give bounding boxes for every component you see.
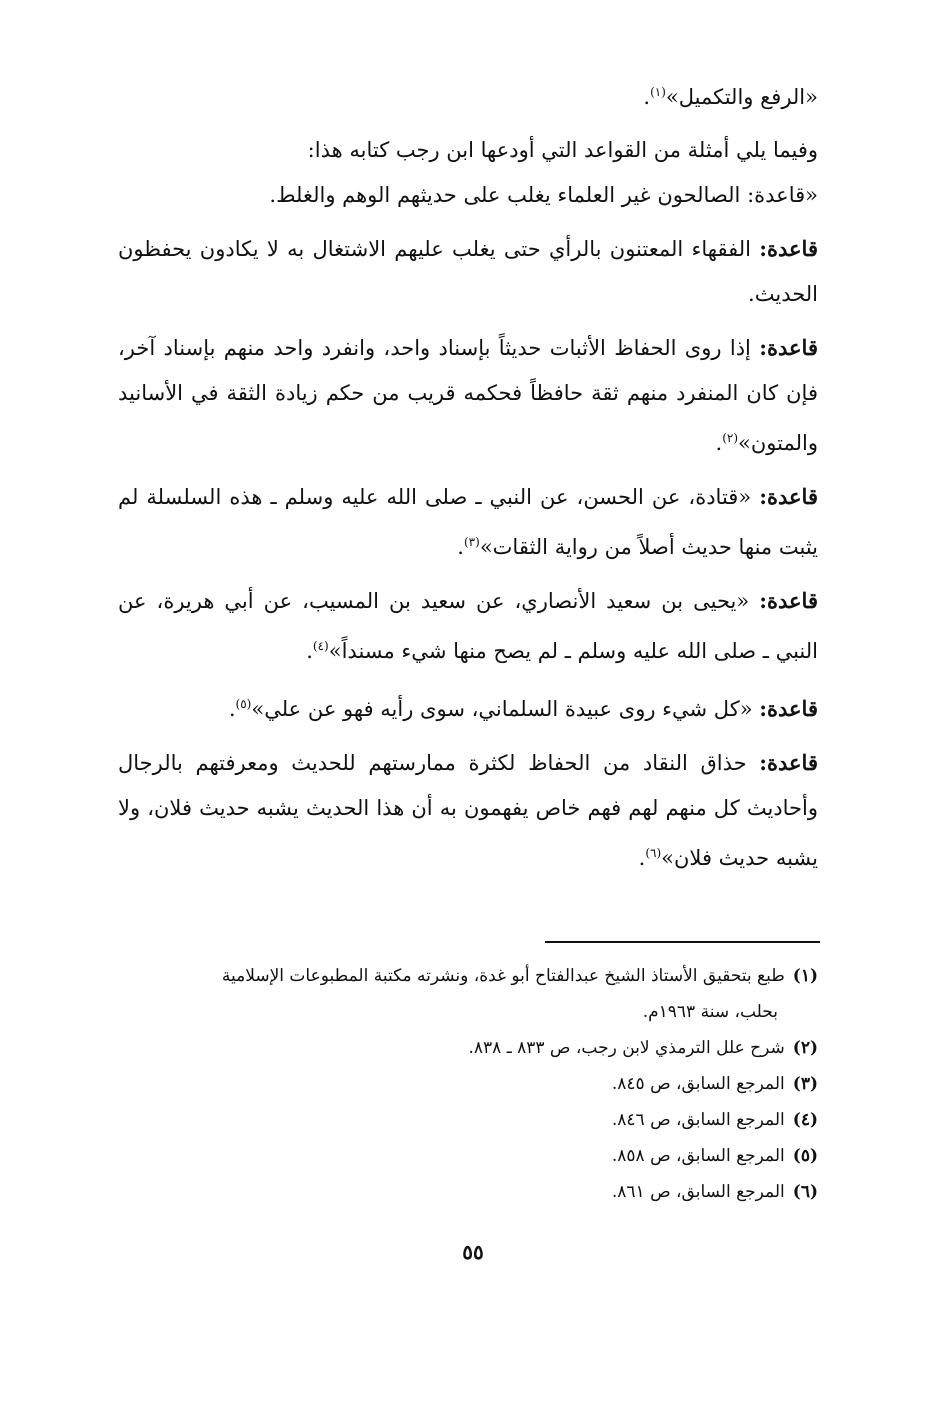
footnote-ref: (٣) <box>463 535 480 549</box>
rule-paragraph: قاعدة: «يحيى بن سعيد الأنصاري، عن سعيد بن المسيب، عن أبي هريرة، عن النبي ـ صلى الله عليه وسلم ـ لم يصح منها شيء مسنداً»$^{(٤)}$. <box>118 588 818 663</box>
footnote-ref: (٤) <box>312 639 329 653</box>
footnote-number: (٥) <box>792 1146 818 1166</box>
rule-paragraph: قاعدة: «قتادة، عن الحسن، عن النبي ـ صلى الله عليه وسلم ـ هذه السلسلة لم يثبت منها حديث أصلاً من رواية الثقات»$^{(٣)}$. <box>118 484 818 559</box>
main-text <box>118 70 818 881</box>
page-number: ٥٥ <box>462 1240 484 1264</box>
rule-paragraph <box>118 226 818 317</box>
footnote-number: (٤) <box>792 1110 818 1130</box>
footnote-continuation: بحلب، سنة ١٩٦٣م. <box>642 1002 778 1022</box>
rule-label: قاعدة: <box>759 484 818 509</box>
footnote-item <box>118 1066 818 1102</box>
rule-text: الفقهاء المعتنون بالرأي حتى يغلب عليهم الاشتغال به لا يكادون يحفظون الحديث. <box>118 237 818 306</box>
footnote-ref: (٢) <box>722 431 739 445</box>
rule-paragraph: قاعدة: حذاق النقاد من الحفاظ لكثرة ممارستهم للحديث ومعرفتهم بالرجال وأحاديث كل منهم لهم فهم خاص يفهمون به أن هذا الحديث يشبه حديث فلان، ولا يشبه حديث فلان»$^{(٦)}$. <box>118 750 818 870</box>
footnote-divider <box>545 941 820 943</box>
lead-line: وفيما يلي أمثلة من القواعد التي أودعها ابن رجب كتابه هذا: <box>307 138 818 162</box>
rule-label: قاعدة: <box>759 750 818 775</box>
intro-text: «الرفع والتكميل» <box>665 85 818 109</box>
footnote-text: المرجع السابق، ص ٨٥٨. <box>611 1146 785 1166</box>
footnote-number: (٦) <box>792 1182 818 1202</box>
rule-paragraph: قاعدة: إذا روى الحفاظ الأثبات حديثاً بإسناد واحد، وانفرد واحد منهم بإسناد آخر، فإن كان المنفرد منهم ثقة حافظاً فحكمه قريب من حكم زيادة الثقة في الأسانيد والمتون»$^{(٢)}$. <box>118 335 818 455</box>
rule-label: قاعدة: <box>759 696 818 721</box>
footnote-item <box>118 1174 818 1210</box>
footnote-ref: (٦) <box>645 846 662 860</box>
rule-paragraph <box>118 173 818 218</box>
footnotes <box>118 958 818 1210</box>
rule-paragraph: قاعدة: «كل شيء روى عبيدة السلماني، سوى رأيه فهو عن علي»$^{(٥)}$. <box>228 696 818 721</box>
footnote-item <box>118 1102 818 1138</box>
footnote-text: المرجع السابق، ص ٨٦١. <box>611 1182 785 1202</box>
rule-text: حذاق النقاد من الحفاظ لكثرة ممارستهم للحديث ومعرفتهم بالرجال وأحاديث كل منهم لهم فهم خاص يفهمون به أن هذا الحديث يشبه حديث فلان، ولا يشبه حديث فلان» <box>118 751 818 870</box>
footnote-item <box>118 958 818 1030</box>
footnote-ref: (٥) <box>235 697 252 711</box>
footnote-ref: (١) <box>650 85 666 99</box>
footnote-text: طبع بتحقيق الأستاذ الشيخ عبدالفتاح أبو غدة، ونشرته مكتبة المطبوعات الإسلامية <box>221 966 785 986</box>
footnote-text: المرجع السابق، ص ٨٤٥. <box>611 1074 785 1094</box>
rule-text: إذا روى الحفاظ الأثبات حديثاً بإسناد واحد، وانفرد واحد منهم بإسناد آخر، فإن كان المنفرد منهم ثقة حافظاً فحكمه قريب من حكم زيادة الثقة في الأسانيد والمتون» <box>118 336 818 455</box>
footnote-number: (٣) <box>792 1074 818 1094</box>
rule-text: «يحيى بن سعيد الأنصاري، عن سعيد بن المسيب، عن أبي هريرة، عن النبي ـ صلى الله عليه وسلم ـ لم يصح منها شيء مسنداً» <box>118 589 818 663</box>
intro-line: «الرفع والتكميل»$^{(١)}$. <box>643 85 818 109</box>
rule-label: قاعدة: <box>759 335 818 360</box>
rule-text: «قاعدة: الصالحون غير العلماء يغلب على حديثهم الوهم والغلط. <box>269 183 818 207</box>
rule-label: قاعدة: <box>759 236 818 261</box>
rule-text: «قتادة، عن الحسن، عن النبي ـ صلى الله عليه وسلم ـ هذه السلسلة لم يثبت منها حديث أصلاً من رواية الثقات» <box>118 485 818 559</box>
rule-label: قاعدة: <box>759 588 818 613</box>
footnote-number: (١) <box>792 966 818 986</box>
footnote-item <box>118 1030 818 1066</box>
footnote-text: المرجع السابق، ص ٨٤٦. <box>611 1110 785 1130</box>
rule-text: «كل شيء روى عبيدة السلماني، سوى رأيه فهو عن علي» <box>251 697 753 721</box>
footnote-text: شرح علل الترمذي لابن رجب، ص ٨٣٣ ـ ٨٣٨. <box>468 1038 785 1058</box>
footnote-item <box>118 1138 818 1174</box>
footnote-number: (٢) <box>792 1038 818 1058</box>
